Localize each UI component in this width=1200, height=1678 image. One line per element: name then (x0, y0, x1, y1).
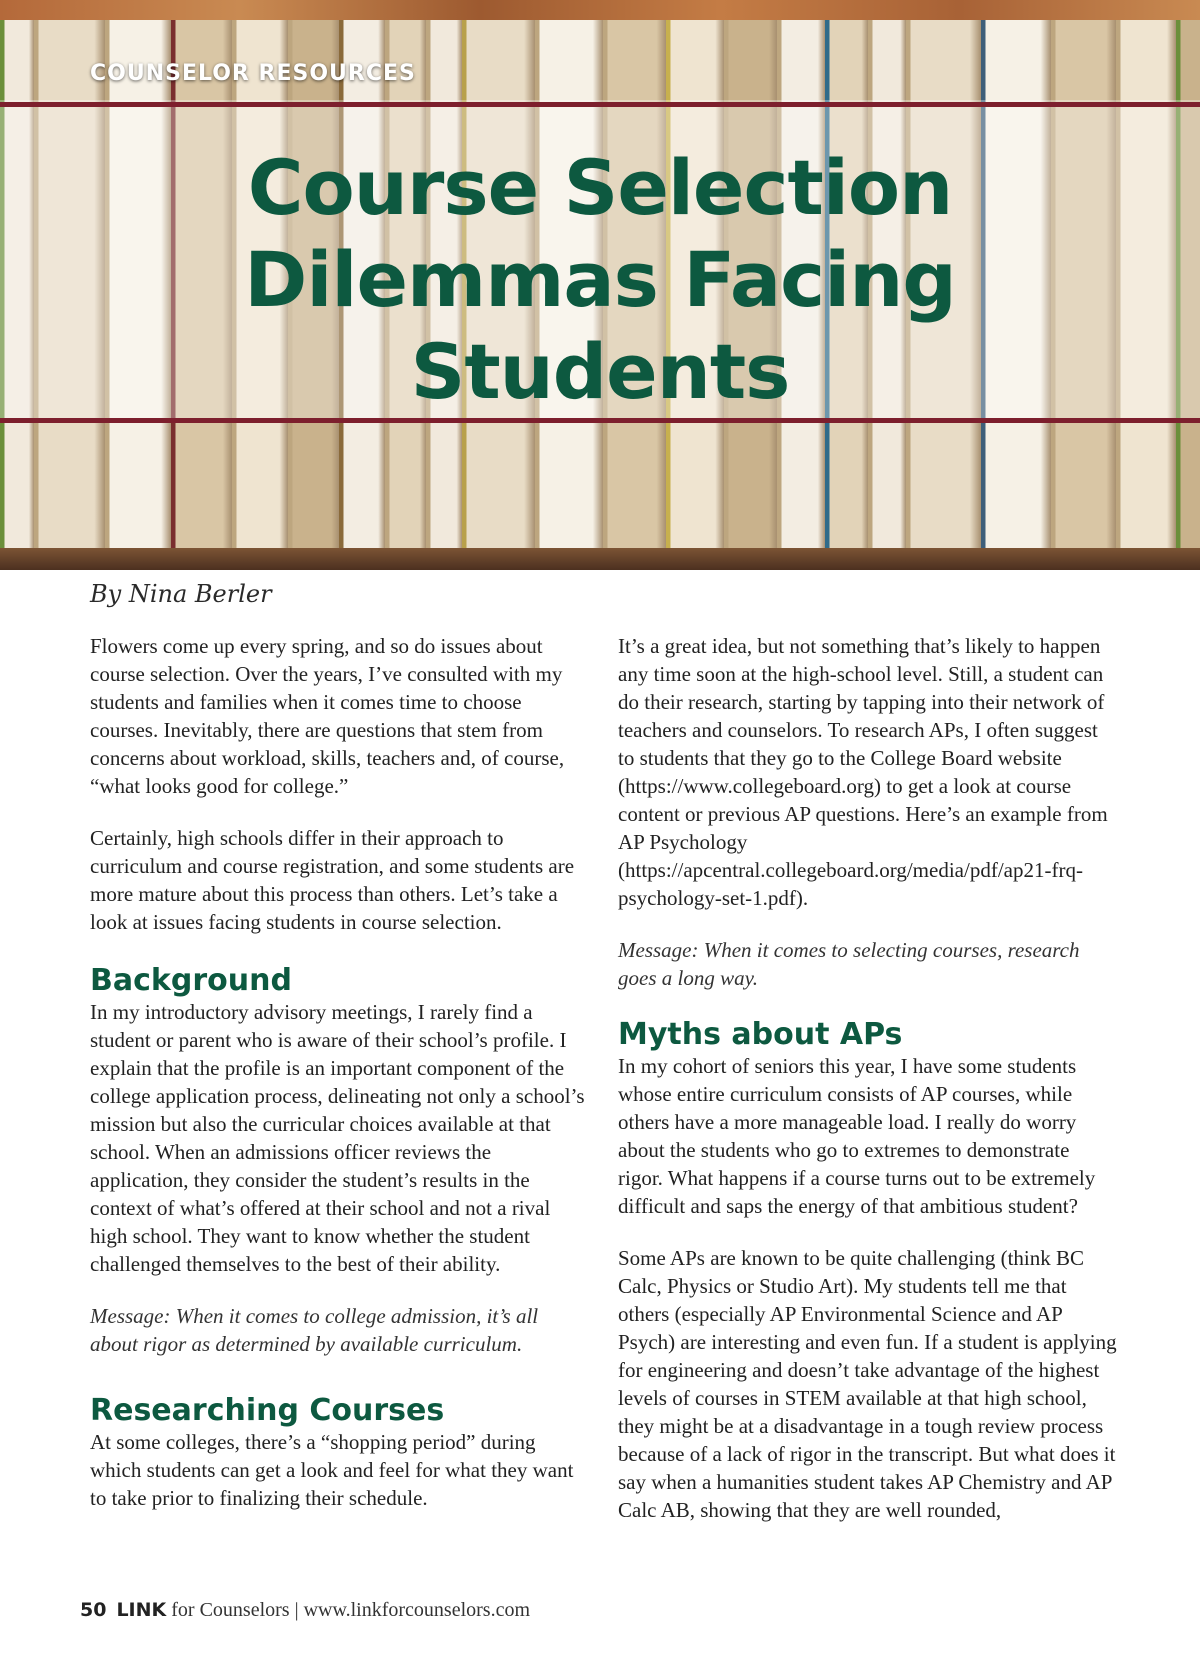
publication-name: LINK (116, 1599, 167, 1621)
footer-text: for Counselors | www.linkforcounselors.com (166, 1599, 531, 1621)
paragraph: In my introductory advisory meetings, I rarely find a student or parent who is aware of their school’s profile. I explain that the profile is an important component of the college application process, delineating not only a school’s mission but also the curricular choices available at that school. When an admissions officer reviews the application, they consider the student’s results in the context of what’s offered at their school and not a rival high school. They want to know whether the student challenged themselves to the best of their ability. (90, 1000, 585, 1276)
paragraph: It’s a great idea, but not something that’s likely to happen any time soon at the high-school level. Still, a student can do their research, starting by tapping into their network of teachers and counselors. To research APs, I often suggest to students that they go to the College Board website (https://www.collegeboard.org) to get a look at course content or previous AP questions. Here’s an example from AP Psychology (https://apcentral.collegeboard.org/media/pdf/ap21-frq-psychology-set-1.pdf). (618, 634, 1108, 910)
paragraph: At some colleges, there’s a “shopping period” during which students can get a look and feel for what they want to take prior to finalizing their schedule. (90, 1430, 574, 1510)
message-callout: Message: When it comes to selecting courses, research goes a long way. (618, 938, 1080, 990)
section-heading-researching-courses: Researching Courses (90, 1393, 445, 1428)
byline: By Nina Berler (90, 580, 272, 608)
page-number: 50 (80, 1599, 107, 1621)
shelf-edge (0, 548, 1200, 570)
header-bookshelf-image (0, 0, 1200, 570)
message-callout: Message: When it comes to college admission, it’s all about rigor as determined by available curriculum. (90, 1304, 539, 1356)
section-heading-background: Background (90, 963, 292, 998)
page-footer (80, 1596, 530, 1624)
title-rule-top (0, 102, 1200, 107)
title-rule-bottom (0, 418, 1200, 423)
section-label: COUNSELOR RESOURCES (90, 61, 416, 86)
title-line: Course Selection (247, 143, 953, 232)
paragraph: Some APs are known to be quite challenging (think BC Calc, Physics or Studio Art). My students tell me that others (especially AP Environmental Science and AP Psych) are interesting and even fun. If a student is applying for engineering and doesn’t take advantage of the highest levels of courses in STEM available at that high school, they might be at a disadvantage in a tough review process because of a lack of rigor in the transcript. But what does it say when a humanities student takes AP Chemistry and AP Calc AB, showing that they are well rounded, (618, 1246, 1117, 1522)
title-line: Students (410, 327, 790, 416)
article-column-left (90, 632, 590, 1512)
article-title (150, 142, 1050, 418)
paragraph: Flowers come up every spring, and so do issues about course selection. Over the years, I’ve consulted with my students and families when it comes time to choose courses. Inevitably, there are questions that stem from concerns about workload, skills, teachers and, of course, “what looks good for college.” (90, 634, 565, 798)
article-column-right (618, 632, 1118, 1524)
paragraph: In my cohort of seniors this year, I have some students whose entire curriculum consists of AP courses, while others have a more manageable load. I really do worry about the students who go to extremes to demonstrate rigor. What happens if a course turns out to be extremely difficult and saps the energy of that ambitious student? (618, 1054, 1096, 1218)
section-heading-myths-about-aps: Myths about APs (618, 1017, 903, 1052)
paragraph: Certainly, high schools differ in their approach to curriculum and course registration, and some students are more mature about this process than others. Let’s take a look at issues facing students in course selection. (90, 826, 575, 934)
title-line: Dilemmas Facing (244, 235, 956, 324)
